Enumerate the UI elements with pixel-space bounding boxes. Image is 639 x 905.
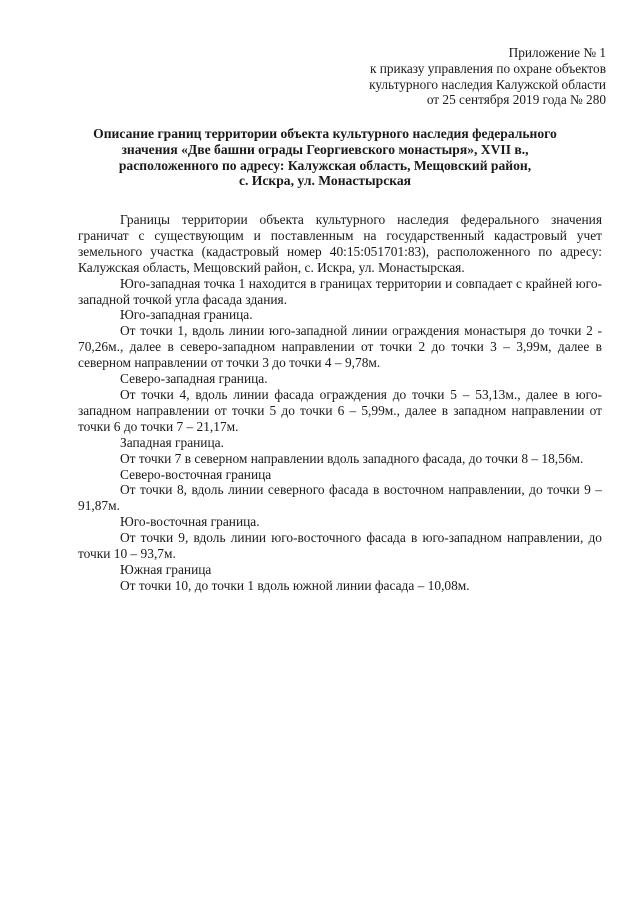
south-boundary-text: От точки 10, до точки 1 вдоль южной линии фасада – 10,08м. xyxy=(120,577,470,593)
title-line-4: с. Искра, ул. Монастырская xyxy=(238,173,412,189)
west-boundary-heading: Западная граница. xyxy=(120,434,224,450)
northwest-boundary-heading: Северо-западная граница. xyxy=(120,371,268,387)
south-boundary-heading: Южная граница xyxy=(120,561,212,577)
northeast-boundary-heading: Северо-восточная граница xyxy=(120,466,272,482)
title-line-3: расположенного по адресу: Калужская область, Мещовский район, xyxy=(118,157,532,173)
appendix-header xyxy=(369,45,606,108)
appendix-order-ref: к приказу управления по охране объектов xyxy=(369,60,606,76)
southeast-boundary-text: От точки 9, вдоль линии юго-восточного фасада в юго-западном направлении, до точки 10 – 93,7м. xyxy=(78,530,602,562)
southwest-boundary-heading: Юго-западная граница. xyxy=(120,307,253,323)
appendix-date: от 25 сентября 2019 года № 280 xyxy=(426,92,606,108)
appendix-authority: культурного наследия Калужской области xyxy=(369,76,606,92)
point1-paragraph: Юго-западная точка 1 находится в границах территории и совпадает с крайней юго-западной точкой угла фасада здания. xyxy=(78,275,602,307)
northeast-boundary-text: От точки 8, вдоль линии северного фасада в восточном направлении, до точки 9 – 91,87м. xyxy=(78,482,602,514)
appendix-number: Приложение № 1 xyxy=(508,45,606,60)
west-boundary-text: От точки 7 в северном направлении вдоль западного фасада, до точки 8 – 18,56м. xyxy=(120,450,584,466)
northwest-boundary-text: От точки 4, вдоль линии фасада ограждения до точки 5 – 53,13м., далее в юго-западном направлении от точки 5 до точки 6 – 5,99м., далее в западном направлении от точки 6 до точки 7 – 21,17м. xyxy=(78,386,602,434)
title-line-2: значения «Две башни ограды Георгиевского монастыря», XVII в., xyxy=(121,141,529,157)
title-line-1: Описание границ территории объекта культурного наследия федерального xyxy=(93,126,557,141)
southeast-boundary-heading: Юго-восточная граница. xyxy=(120,514,260,530)
intro-paragraph: Границы территории объекта культурного наследия федерального значения граничат с существующим и поставленным на государственный кадастровый учет земельного участка (кадастровый номер 40:15:051701:83), расположенного по адресу: Калужская область, Мещовский район, с. Искра, ул. Монастырская. xyxy=(78,212,602,275)
southwest-boundary-text: От точки 1, вдоль линии юго-западной линии ограждения монастыря до точки 2 - 70,26м., далее в северо-западном направлении от точки 2 до точки 3 – 3,99м, далее в северном направлении от точки 3 до точки 4 – 9,78м. xyxy=(78,323,602,371)
document-body xyxy=(78,212,602,594)
document-title xyxy=(70,126,580,189)
